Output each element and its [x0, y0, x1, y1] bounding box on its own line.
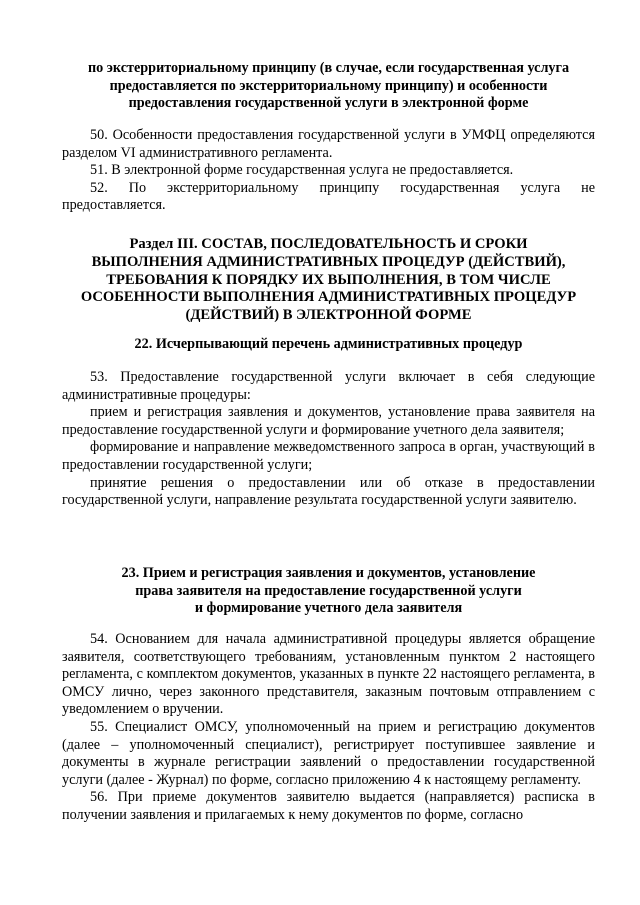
heading-line: предоставляется по экстерриториальному принципу) и особенности — [109, 77, 548, 94]
paragraph-54: 54. Основанием для начала административной процедуры является обращение заявителя, соответствующего требованиям, установленным пунктом 2 настоящего регламента, с комплектом документов, указанных в пункте 22 настоящего регламента, в ОМСУ лично, через законного представителя, заказным почтовым отправлением с уведомлением о вручении. — [62, 631, 595, 718]
heading-line: ВЫПОЛНЕНИЯ АДМИНИСТРАТИВНЫХ ПРОЦЕДУР (ДЕЙСТВИЙ), — [91, 253, 566, 270]
heading-line: 23. Прием и регистрация заявления и документов, установление — [121, 565, 536, 581]
paragraph-group-50-52 — [62, 127, 595, 215]
subsection-heading-continued — [62, 60, 595, 113]
paragraph-51: 51. В электронной форме государственная услуга не предоставляется. — [90, 162, 514, 179]
subsection-heading-22: 22. Исчерпывающий перечень административных процедур — [134, 336, 523, 352]
paragraph-group-53 — [62, 369, 595, 510]
procedure-item-1: прием и регистрация заявления и документов, установление права заявителя на предоставление государственной услуги и формирование учетного дела заявителя; — [62, 404, 595, 438]
paragraph-53: 53. Предоставление государственной услуги включает в себя следующие административные процедуры: — [62, 369, 595, 403]
procedure-item-2: формирование и направление межведомственного запроса в орган, участвующий в предоставлении государственной услуги; — [62, 439, 595, 473]
heading-line: ТРЕБОВАНИЯ К ПОРЯДКУ ИХ ВЫПОЛНЕНИЯ, В ТОМ ЧИСЛЕ — [106, 271, 551, 288]
paragraph-50: 50. Особенности предоставления государственной услуги в УМФЦ определяются разделом VI административного регламента. — [62, 127, 595, 161]
heading-line: права заявителя на предоставление государственной услуги — [135, 582, 522, 599]
heading-line: по экстерриториальному принципу (в случае, если государственная услуга — [87, 60, 570, 76]
heading-line: ОСОБЕННОСТИ ВЫПОЛНЕНИЯ АДМИНИСТРАТИВНЫХ ПРОЦЕДУР — [80, 289, 577, 306]
section-heading — [62, 236, 595, 325]
paragraph-group-54-56 — [62, 631, 595, 825]
paragraph-56: 56. При приеме документов заявителю выдается (направляется) расписка в получении заявления и прилагаемых к нему документов по форме, согласно — [62, 789, 595, 823]
heading-line: Раздел III. СОСТАВ, ПОСЛЕДОВАТЕЛЬНОСТЬ И СРОКИ — [129, 236, 528, 252]
heading-line: (ДЕЙСТВИЙ) В ЭЛЕКТРОННОЙ ФОРМЕ — [185, 307, 472, 324]
procedure-item-3: принятие решения о предоставлении или об отказе в предоставлении государственной услуги, направление результата государственной услуги заявителю. — [62, 474, 595, 509]
heading-line: и формирование учетного дела заявителя — [194, 600, 463, 617]
heading-line: предоставления государственной услуги в электронной форме — [128, 95, 529, 112]
subsection-heading-23 — [62, 565, 595, 618]
paragraph-55: 55. Специалист ОМСУ, уполномоченный на прием и регистрацию документов (далее – уполномоченный специалист), регистрирует поступившее заявление и документы в журнале регистрации заявлений о предоставлении государственной услуги (далее - Журнал) по форме, согласно приложению 4 к настоящему регламенту. — [62, 718, 595, 788]
paragraph-52: 52. По экстерриториальному принципу государственная услуга не предоставляется. — [62, 179, 595, 214]
